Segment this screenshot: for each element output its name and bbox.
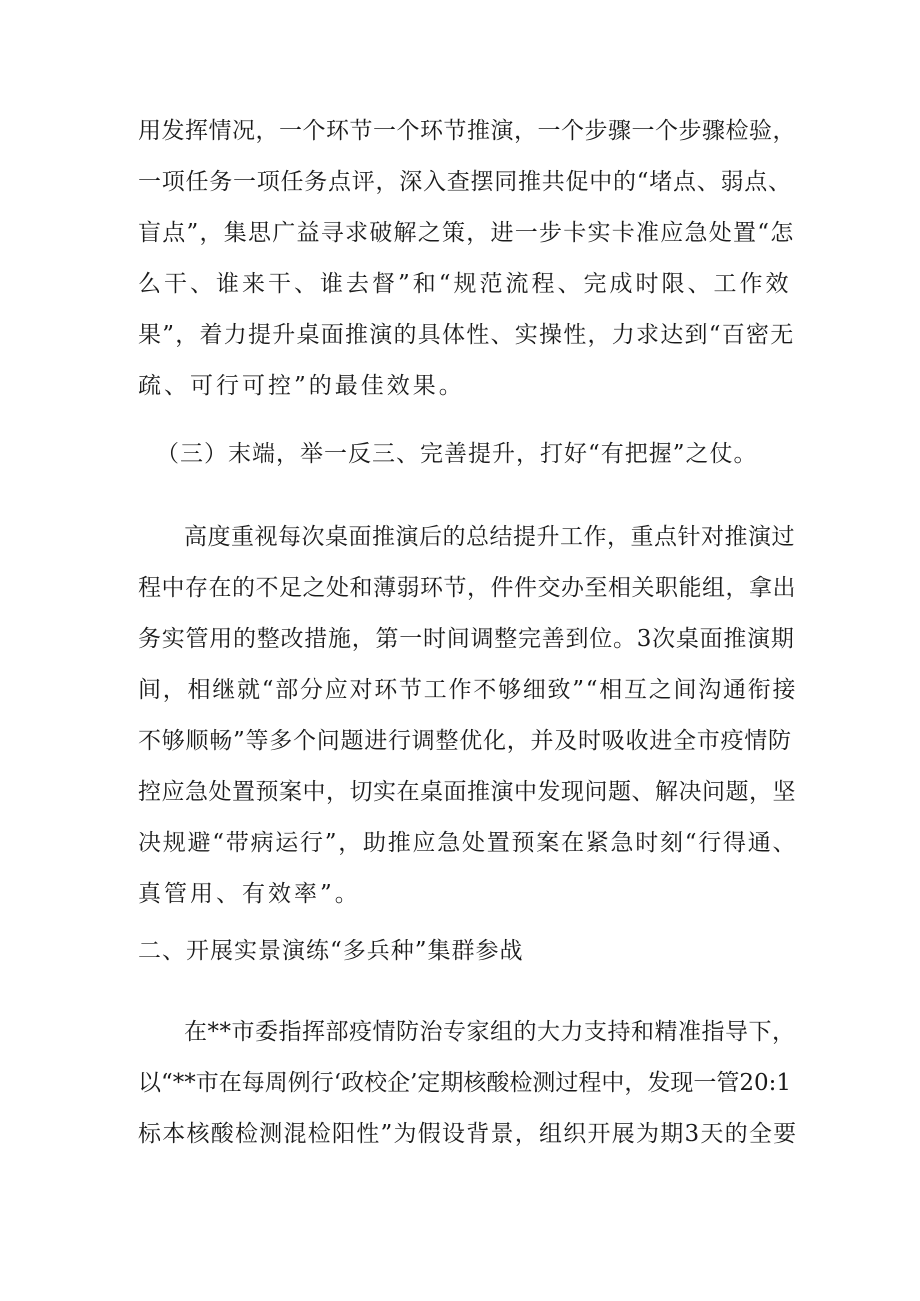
subsection-heading-3: （三）末端，举一反三、完善提升，打好“有把握”之仗。 bbox=[156, 441, 758, 467]
paragraph-tabletop-drill-review bbox=[138, 106, 798, 412]
text-line: 控应急处置预案中，切实在桌面推演中发现问题、解决问题，坚 bbox=[138, 779, 796, 805]
text-line: 高度重视每次桌面推演后的总结提升工作，重点针对推演过 bbox=[184, 524, 795, 550]
text-line: 一项任务一项任务点评，深入查摆同推共促中的“堵点、弱点、 bbox=[138, 169, 792, 195]
section-heading-2: 二、开展实景演练“多兵种”集群参战 bbox=[138, 938, 524, 964]
text-line: 程中存在的不足之处和薄弱环节，件件交办至相关职能组，拿出 bbox=[138, 575, 796, 601]
text-line: 标本核酸检测混检阳性”为假设背景，组织开展为期3天的全要 bbox=[138, 1121, 798, 1147]
text-line: 疏、可行可控”的最佳效果。 bbox=[138, 373, 465, 399]
text-line: 务实管用的整改措施，第一时间调整完善到位。3次桌面推演期 bbox=[138, 626, 795, 652]
paragraph-summary-improvement bbox=[138, 512, 798, 920]
text-line: 间，相继就“部分应对环节工作不够细致”“相互之间沟通衔接 bbox=[138, 677, 798, 703]
text-line: 不够顺畅”等多个问题进行调整优化，并及时吸收进全市疫情防 bbox=[138, 728, 792, 754]
text-line: 果”，着力提升桌面推演的具体性、实操性，力求达到“百密无 bbox=[138, 322, 795, 348]
text-line: 在**市委指挥部疫情防治专家组的大力支持和精准指导下， bbox=[184, 1019, 796, 1045]
text-line: 用发挥情况，一个环节一个环节推演，一个步骤一个步骤检验， bbox=[138, 118, 796, 144]
text-line: 决规避“带病运行”，助推应急处置预案在紧急时刻“行得通、 bbox=[138, 830, 798, 856]
text-line: 以“**市在每周例行‘政校企’定期核酸检测过程中，发现一管20:1 bbox=[138, 1070, 792, 1096]
text-line: 真管用、有效率”。 bbox=[138, 881, 361, 907]
text-line: 盲点”，集思广益寻求破解之策，进一步卡实卡准应急处置“怎 bbox=[138, 220, 795, 246]
text-line: 么干、谁来干、谁去督”和“规范流程、完成时限、工作效 bbox=[138, 271, 792, 297]
paragraph-field-drill bbox=[138, 1007, 798, 1160]
